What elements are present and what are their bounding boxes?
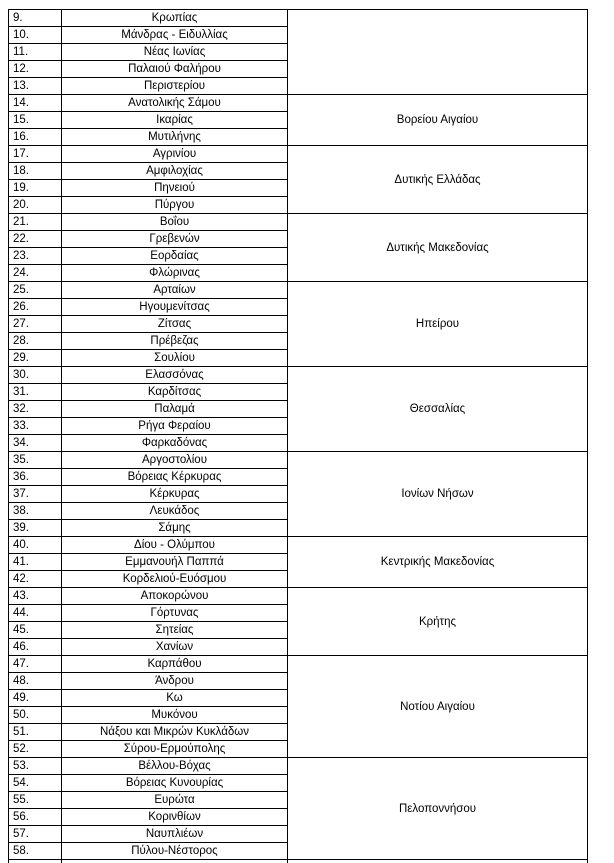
row-number: 10. — [9, 27, 62, 44]
region-name: Δυτικής Ελλάδας — [288, 146, 588, 214]
row-number: 15. — [9, 112, 62, 129]
row-number: 19. — [9, 180, 62, 197]
table-row — [9, 656, 588, 673]
row-number: 58. — [9, 843, 62, 860]
row-number: 34. — [9, 435, 62, 452]
row-number: 22. — [9, 231, 62, 248]
row-number: 52. — [9, 741, 62, 758]
cut-off-cell — [62, 860, 288, 863]
municipality-name: Εμμανουήλ Παππά — [62, 554, 288, 571]
row-number: 50. — [9, 707, 62, 724]
row-number: 29. — [9, 350, 62, 367]
region-name: Νοτίου Αιγαίου — [288, 656, 588, 758]
municipality-name: Πρέβεζας — [62, 333, 288, 350]
municipality-name: Ζίτσας — [62, 316, 288, 333]
row-number: 39. — [9, 520, 62, 537]
row-number: 38. — [9, 503, 62, 520]
row-number: 37. — [9, 486, 62, 503]
municipality-name: Γρεβενών — [62, 231, 288, 248]
row-number: 16. — [9, 129, 62, 146]
table-row — [9, 537, 588, 554]
row-number: 30. — [9, 367, 62, 384]
row-number: 40. — [9, 537, 62, 554]
cut-off-cell — [288, 860, 588, 863]
municipality-name: Αμφιλοχίας — [62, 163, 288, 180]
municipality-name: Εορδαίας — [62, 248, 288, 265]
municipality-name: Δίου - Ολύμπου — [62, 537, 288, 554]
row-number: 47. — [9, 656, 62, 673]
municipality-name: Λευκάδος — [62, 503, 288, 520]
region-name — [288, 10, 588, 95]
row-number: 51. — [9, 724, 62, 741]
row-number: 27. — [9, 316, 62, 333]
table-row — [9, 146, 588, 163]
row-number: 31. — [9, 384, 62, 401]
table-body — [9, 10, 588, 863]
table-row — [9, 758, 588, 775]
municipality-name: Αγρινίου — [62, 146, 288, 163]
table-row — [9, 282, 588, 299]
municipality-name: Μάνδρας - Ειδυλλίας — [62, 27, 288, 44]
row-number: 17. — [9, 146, 62, 163]
municipality-name: Νάξου και Μικρών Κυκλάδων — [62, 724, 288, 741]
municipality-name: Σάμης — [62, 520, 288, 537]
row-number: 21. — [9, 214, 62, 231]
row-number: 14. — [9, 95, 62, 112]
row-number: 45. — [9, 622, 62, 639]
municipality-name: Βόρειας Κυνουρίας — [62, 775, 288, 792]
row-number: 55. — [9, 792, 62, 809]
row-number: 26. — [9, 299, 62, 316]
municipality-name: Μυτιλήνης — [62, 129, 288, 146]
region-name: Βορείου Αιγαίου — [288, 95, 588, 146]
row-number: 44. — [9, 605, 62, 622]
row-number: 56. — [9, 809, 62, 826]
municipality-name: Αργοστολίου — [62, 452, 288, 469]
municipality-name: Αποκορώνου — [62, 588, 288, 605]
table-row — [9, 10, 588, 27]
table-row — [9, 452, 588, 469]
row-number: 35. — [9, 452, 62, 469]
municipality-name: Πύλου-Νέστορος — [62, 843, 288, 860]
municipality-name: Ελασσόνας — [62, 367, 288, 384]
region-name: Κρήτης — [288, 588, 588, 656]
row-number: 32. — [9, 401, 62, 418]
region-name: Κεντρικής Μακεδονίας — [288, 537, 588, 588]
row-number: 20. — [9, 197, 62, 214]
table-row — [9, 588, 588, 605]
municipalities-table — [8, 9, 588, 863]
row-number: 28. — [9, 333, 62, 350]
municipality-name: Μυκόνου — [62, 707, 288, 724]
municipality-name: Κέρκυρας — [62, 486, 288, 503]
municipality-name: Παλαμά — [62, 401, 288, 418]
row-number: 43. — [9, 588, 62, 605]
row-number: 11. — [9, 44, 62, 61]
cut-off-cell — [9, 860, 62, 863]
region-name: Ιονίων Νήσων — [288, 452, 588, 537]
row-number: 49. — [9, 690, 62, 707]
municipality-name: Άνδρου — [62, 673, 288, 690]
municipality-name: Ικαρίας — [62, 112, 288, 129]
municipality-name: Περιστερίου — [62, 78, 288, 95]
row-number: 41. — [9, 554, 62, 571]
row-number: 18. — [9, 163, 62, 180]
municipality-name: Αρταίων — [62, 282, 288, 299]
municipality-name: Σητείας — [62, 622, 288, 639]
row-number: 46. — [9, 639, 62, 656]
municipality-name: Βέλλου-Βόχας — [62, 758, 288, 775]
municipality-name: Κρωπίας — [62, 10, 288, 27]
municipality-name: Καρπάθου — [62, 656, 288, 673]
table-row — [9, 95, 588, 112]
region-name: Ηπείρου — [288, 282, 588, 367]
table-row — [9, 214, 588, 231]
municipality-name: Κορινθίων — [62, 809, 288, 826]
row-number: 12. — [9, 61, 62, 78]
municipality-name: Ανατολικής Σάμου — [62, 95, 288, 112]
municipality-name: Βοΐου — [62, 214, 288, 231]
municipality-name: Χανίων — [62, 639, 288, 656]
region-name: Θεσσαλίας — [288, 367, 588, 452]
row-number: 42. — [9, 571, 62, 588]
municipality-name: Κω — [62, 690, 288, 707]
row-number: 57. — [9, 826, 62, 843]
row-number: 13. — [9, 78, 62, 95]
row-number: 36. — [9, 469, 62, 486]
row-number: 54. — [9, 775, 62, 792]
region-name: Δυτικής Μακεδονίας — [288, 214, 588, 282]
municipality-name: Βόρειας Κέρκυρας — [62, 469, 288, 486]
municipality-name: Σουλίου — [62, 350, 288, 367]
row-number: 48. — [9, 673, 62, 690]
row-number: 24. — [9, 265, 62, 282]
municipality-name: Φαρκαδόνας — [62, 435, 288, 452]
row-number: 53. — [9, 758, 62, 775]
municipality-name: Πύργου — [62, 197, 288, 214]
municipality-name: Ευρώτα — [62, 792, 288, 809]
municipality-name: Ρήγα Φεραίου — [62, 418, 288, 435]
row-number: 9. — [9, 10, 62, 27]
municipality-name: Ηγουμενίτσας — [62, 299, 288, 316]
cut-off-row — [9, 860, 588, 863]
municipality-name: Σύρου-Ερμούπολης — [62, 741, 288, 758]
municipality-name: Γόρτυνας — [62, 605, 288, 622]
municipality-name: Παλαιού Φαλήρου — [62, 61, 288, 78]
municipality-name: Κορδελιού-Ευόσμου — [62, 571, 288, 588]
row-number: 23. — [9, 248, 62, 265]
municipality-name: Ναυπλιέων — [62, 826, 288, 843]
region-name: Πελοποννήσου — [288, 758, 588, 860]
municipality-name: Πηνειού — [62, 180, 288, 197]
table-row — [9, 367, 588, 384]
municipality-name: Καρδίτσας — [62, 384, 288, 401]
row-number: 33. — [9, 418, 62, 435]
municipality-name: Φλώρινας — [62, 265, 288, 282]
municipality-name: Νέας Ιωνίας — [62, 44, 288, 61]
row-number: 25. — [9, 282, 62, 299]
